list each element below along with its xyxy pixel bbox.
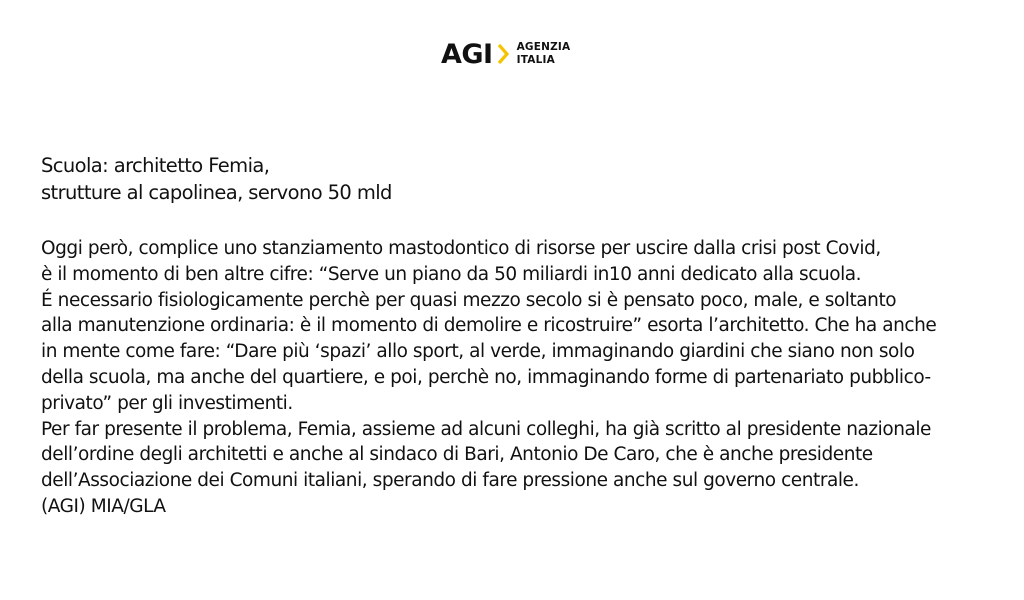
logo-line-1: AGENZIA <box>516 41 571 53</box>
logo-line-2: ITALIA <box>516 54 555 66</box>
logo-mark: AGI <box>441 38 493 70</box>
body-line: É necessario fisiologicamente perchè per quasi mezzo secolo si è pensato poco, male, e soltanto <box>41 289 897 311</box>
body-line: della scuola, ma anche del quartiere, e poi, perchè no, immaginando forme di partenariato pubblico- <box>41 366 931 388</box>
body-line: alla manutenzione ordinaria: è il momento di demolire e ricostruire” esorta l’architetto. Che ha anche <box>41 315 937 337</box>
body-line: in mente come fare: “Dare più ‘spazi’ allo sport, al verde, immaginando giardini che siano non solo <box>41 341 915 363</box>
title-line: Scuola: architetto Femia, <box>41 154 270 177</box>
body-line: Oggi però, complice uno stanziamento mastodontico di risorse per uscire dalla crisi post Covid, <box>41 238 881 259</box>
body-line: privato” per gli investimenti. <box>41 392 293 414</box>
body-line: dell’ordine degli architetti e anche al sindaco di Bari, Antonio De Caro, che è anche presidente <box>41 444 873 466</box>
article-title <box>41 152 981 206</box>
agi-logo <box>441 38 570 70</box>
logo-wordmark <box>517 41 571 67</box>
body-line: è il momento di ben altre cifre: “Serve un piano da 50 miliardi in10 anni dedicato alla scuola. <box>41 263 862 285</box>
title-line: strutture al capolinea, servono 50 mld <box>41 181 392 204</box>
article-body <box>41 236 1001 520</box>
chevron-right-icon <box>497 43 509 65</box>
body-line: Per far presente il problema, Femia, assieme ad alcuni colleghi, ha già scritto al presidente nazionale <box>41 418 931 440</box>
body-line: dell’Associazione dei Comuni italiani, sperando di fare pressione anche sul governo centrale. <box>41 470 859 492</box>
agency-signature: (AGI) MIA/GLA <box>41 495 166 517</box>
